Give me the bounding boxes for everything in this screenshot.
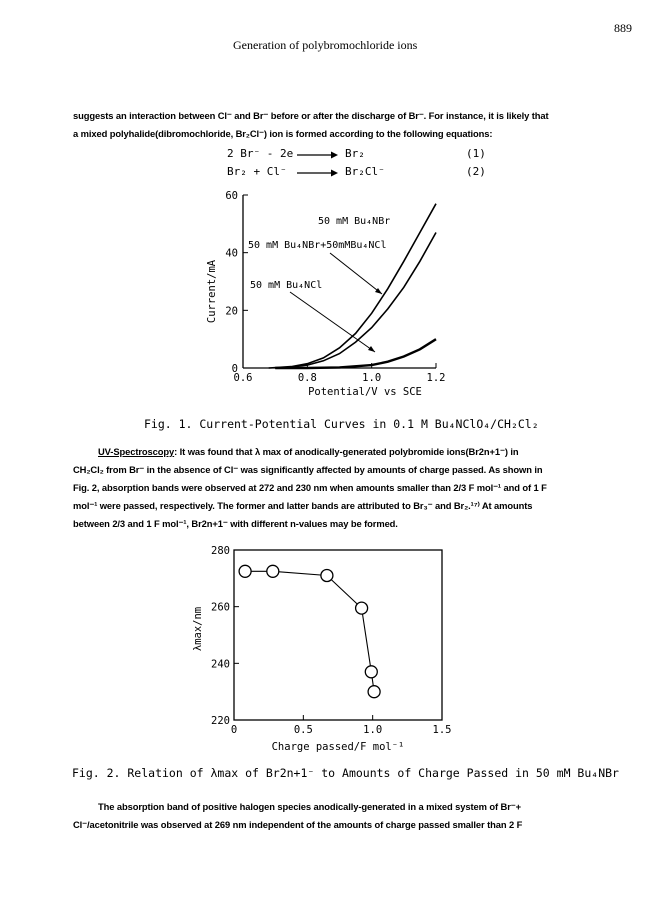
y-axis-label: Current/mA <box>206 259 218 324</box>
x-tick-label: 0 <box>230 724 238 736</box>
series-line-3 <box>275 339 436 368</box>
equation-2-arrow <box>297 168 339 178</box>
x-tick-label: 1.0 <box>362 372 382 384</box>
curve-label-cl: 50 mM Bu₄NCl <box>250 280 323 291</box>
curve-label-br: 50 mM Bu₄NBr <box>318 216 391 227</box>
data-point <box>239 565 251 577</box>
closing-line-1: The absorption band of positive halogen species anodically-generated in a mixed system of Br⁻+ <box>98 801 521 812</box>
y-tick-label: 40 <box>225 247 238 260</box>
data-point <box>356 602 368 614</box>
y-axis-label: λmax/nm <box>192 606 204 652</box>
uv-line-4: mol⁻¹ were passed, respectively. The former and latter bands are attributed to Br₃⁻ and Br₂.¹⁷⁾ At amounts <box>73 500 533 511</box>
uv-line-1-text: : It was found that λ max of anodically-generated polybromide ions(Br2n+1⁻) in <box>174 446 519 457</box>
x-tick-label: 1.0 <box>363 724 383 736</box>
uv-line-2: CH₂Cl₂ from Br⁻ in the absence of Cl⁻ was significantly affected by amounts of charge passed. As shown in <box>73 464 543 475</box>
series-line-2 <box>275 233 436 369</box>
y-tick-label: 60 <box>225 190 238 202</box>
data-point <box>321 570 333 582</box>
series-line <box>245 571 374 691</box>
equation-1-lhs: 2 Br⁻ - 2e <box>227 147 294 160</box>
leader-line-cl <box>290 292 375 352</box>
x-axis-label: Potential/V vs SCE <box>308 386 422 398</box>
x-tick-label: 1.2 <box>426 372 446 384</box>
figure-2-chart <box>180 540 480 765</box>
x-tick-label: 0.8 <box>297 372 317 384</box>
figure-1-caption: Fig. 1. Current-Potential Curves in 0.1 M Bu₄NClO₄/CH₂Cl₂ <box>144 417 539 431</box>
leader-arrow-cl <box>368 346 375 352</box>
running-title: Generation of polybromochloride ions <box>233 38 418 52</box>
uv-line-3: Fig. 2, absorption bands were observed at 272 and 230 nm when amounts smaller than 2/3 F mol⁻¹ and of 1 F <box>73 482 547 493</box>
leader-line-br-cl <box>330 253 382 294</box>
equation-2-number: (2) <box>466 165 486 178</box>
y-tick-label: 20 <box>225 305 238 318</box>
plot-frame <box>234 550 442 720</box>
y-tick-label: 220 <box>211 715 230 727</box>
data-point <box>267 565 279 577</box>
equation-1-rhs: Br₂ <box>345 147 365 160</box>
equation-2-lhs: Br₂ + Cl⁻ <box>227 165 287 178</box>
y-tick-label: 240 <box>211 658 230 671</box>
uv-heading: UV-Spectroscopy <box>98 446 175 457</box>
data-point <box>368 686 380 698</box>
y-tick-label: 260 <box>211 601 230 614</box>
y-tick-label: 280 <box>211 545 230 557</box>
intro-line-1: suggests an interaction between Cl⁻ and Br⁻ before or after the discharge of Br⁻. For instance, it is likely that <box>73 110 549 121</box>
uv-line-5: between 2/3 and 1 F mol⁻¹, Br2n+1⁻ with different n-values may be formed. <box>73 518 398 529</box>
x-axis-label: Charge passed/F mol⁻¹ <box>271 741 405 753</box>
data-point <box>365 666 377 678</box>
closing-line-2: Cl⁻/acetonitrile was observed at 269 nm independent of the amounts of charge passed smaller than 2 F <box>73 819 523 830</box>
figure-2-caption: Fig. 2. Relation of λmax of Br2n+1⁻ to Amounts of Charge Passed in 50 mM Bu₄NBr <box>72 766 619 780</box>
x-tick-label: 0.5 <box>293 724 313 736</box>
y-tick-label: 0 <box>231 363 238 375</box>
figure-1-chart <box>190 182 460 412</box>
x-tick-label: 0.6 <box>233 372 253 384</box>
equation-1-number: (1) <box>466 147 486 160</box>
uv-line-1 <box>98 446 518 458</box>
equation-1-arrow <box>297 150 339 160</box>
equation-2-rhs: Br₂Cl⁻ <box>345 165 385 178</box>
page-number: 889 <box>614 21 632 35</box>
x-tick-label: 1.5 <box>432 724 452 736</box>
curve-label-br-cl: 50 mM Bu₄NBr+50mMBu₄NCl <box>248 240 387 251</box>
intro-line-2: a mixed polyhalide(dibromochloride, Br₂Cl⁻) ion is formed according to the following equations: <box>73 128 493 139</box>
